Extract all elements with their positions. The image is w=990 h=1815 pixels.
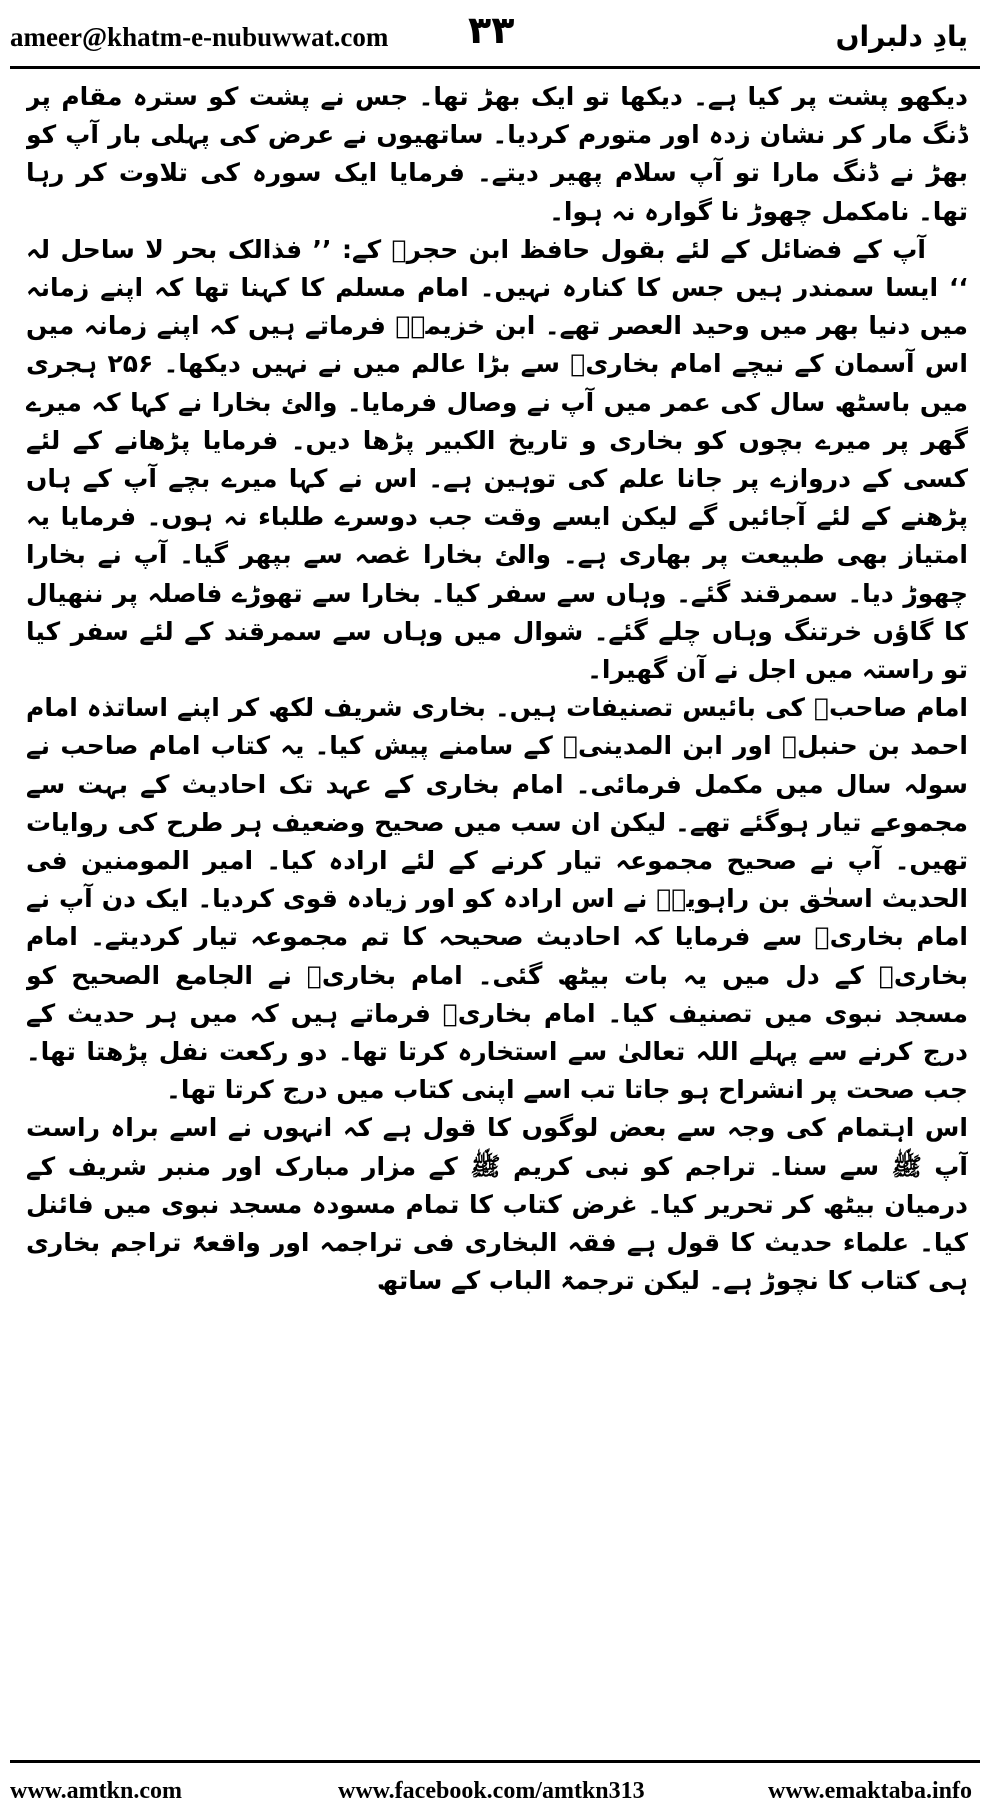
page-body — [26, 78, 968, 1748]
page-footer — [0, 1772, 990, 1812]
footer-divider — [10, 1760, 980, 1763]
paragraph-1: دیکھو پشت پر کیا ہے۔ دیکھا تو ایک بھڑ تھا۔ جس نے پشت کو سترہ مقام پر ڈنگ مار کر نشان زدہ اور متورم کردیا۔ ساتھیوں نے عرض کی پہلی بار آپ کو بھڑ نے ڈنگ مارا تو آپ سلام پھیر دیتے۔ فرمایا ایک سورہ کی تلاوت کر رہا تھا۔ نامکمل چھوڑ نا گوارہ نہ ہوا۔ — [26, 82, 968, 226]
paragraph-2: آپ کے فضائل کے لئے بقول حافظ ابن حجرؒ کے: ’’ فذالک بحر لا ساحل لہ ‘‘ ایسا سمندر ہیں جس کا کنارہ نہیں۔ امام مسلم کا کہنا تھا کہ اپنے زمانہ میں دنیا بھر میں وحید العصر تھے۔ ابن خزیمہؒ فرماتے ہیں کہ اپنے زمانہ میں اس آسمان کے نیچے امام بخاریؒ سے بڑا عالم میں نے نہیں دیکھا۔ ۲۵۶ ہجری میں باسٹھ سال کی عمر میں آپ نے وصال فرمایا۔ والئ بخارا نے کہا کہ میرے گھر پر میرے بچوں کو بخاری و تاریخ الکبیر پڑھا دیں۔ فرمایا پڑھانے کے لئے کسی کے دروازے پر جانا علم کی توہین ہے۔ اس نے کہا میرے بچے آپ کے ہاں پڑھنے کے لئے آجائیں گے لیکن ایسے وقت جب دوسرے طلباء نہ ہوں۔ فرمایا یہ امتیاز بھی طبیعت پر بھاری ہے۔ والئ بخارا غصہ سے بپھر گیا۔ آپ نے بخارا چھوڑ دیا۔ سمرقند گئے۔ وہاں سے سفر کیا۔ بخارا سے تھوڑے فاصلہ پر ننھیال کا گاؤں خرتنگ وہاں چلے گئے۔ شوال میں وہاں سے سمرقند کے لئے سفر کیا تو راستہ میں اجل نے آن گھیرا۔ — [26, 234, 968, 685]
book-title: یادِ دلبراں — [835, 20, 968, 53]
page-number: ۳۳ — [468, 8, 515, 52]
header-divider — [10, 66, 980, 69]
header-email: ameer@khatm-e-nubuwwat.com — [10, 22, 389, 52]
footer-link-amtkn[interactable]: www.amtkn.com — [10, 1778, 182, 1804]
page-header — [0, 0, 990, 62]
footer-link-facebook[interactable]: www.facebook.com/amtkn313 — [338, 1778, 645, 1804]
paragraph-3: امام صاحبؒ کی بائیس تصنیفات ہیں۔ بخاری شریف لکھ کر اپنے اساتذہ امام احمد بن حنبلؒ اور ابن المدینیؒ کے سامنے پیش کیا۔ یہ کتاب امام صاحب نے سولہ سال میں مکمل فرمائی۔ امام بخاری کے عہد تک احادیث کے بہت سے مجموعے تیار ہوگئے تھے۔ لیکن ان سب میں صحیح وضعیف ہر طرح کی روایات تھیں۔ آپ نے صحیح مجموعہ تیار کرنے کے لئے ارادہ کیا۔ امیر المومنین فی الحدیث اسحٰق بن راہویہؒ نے اس ارادہ کو اور زیادہ قوی کردیا۔ ایک دن آپ نے امام بخاریؒ سے فرمایا کہ احادیث صحیحہ کا تم مجموعہ تیار کردیتے۔ امام بخاریؒ کے دل میں یہ بات بیٹھ گئی۔ امام بخاریؒ نے الجامع الصحیح کو مسجد نبوی میں تصنیف کیا۔ امام بخاریؒ فرماتے ہیں کہ میں ہر حدیث کے درج کرنے سے پہلے اللہ تعالیٰ سے استخارہ کرتا تھا۔ دو رکعت نفل پڑھتا تھا۔ جب صحت پر انشراح ہو جاتا تب اسے اپنی کتاب میں درج کرتا تھا۔ — [26, 693, 968, 1105]
footer-link-emaktaba[interactable]: www.emaktaba.info — [767, 1778, 972, 1804]
paragraph-4: اس اہتمام کی وجہ سے بعض لوگوں کا قول ہے کہ انہوں نے اسے براہ راست آپ ﷺ سے سنا۔ تراجم کو نبی کریم ﷺ کے مزار مبارک اور منبر شریف کے درمیان بیٹھ کر تحریر کیا۔ غرض کتاب کا تمام مسودہ مسجد نبوی میں فائنل کیا۔ علماء حدیث کا قول ہے فقہ البخاری فی تراجمہ اور واقعۃً تراجم بخاری ہی کتاب کا نچوڑ ہے۔ لیکن ترجمۃ الباب کے ساتھ — [26, 1113, 968, 1296]
